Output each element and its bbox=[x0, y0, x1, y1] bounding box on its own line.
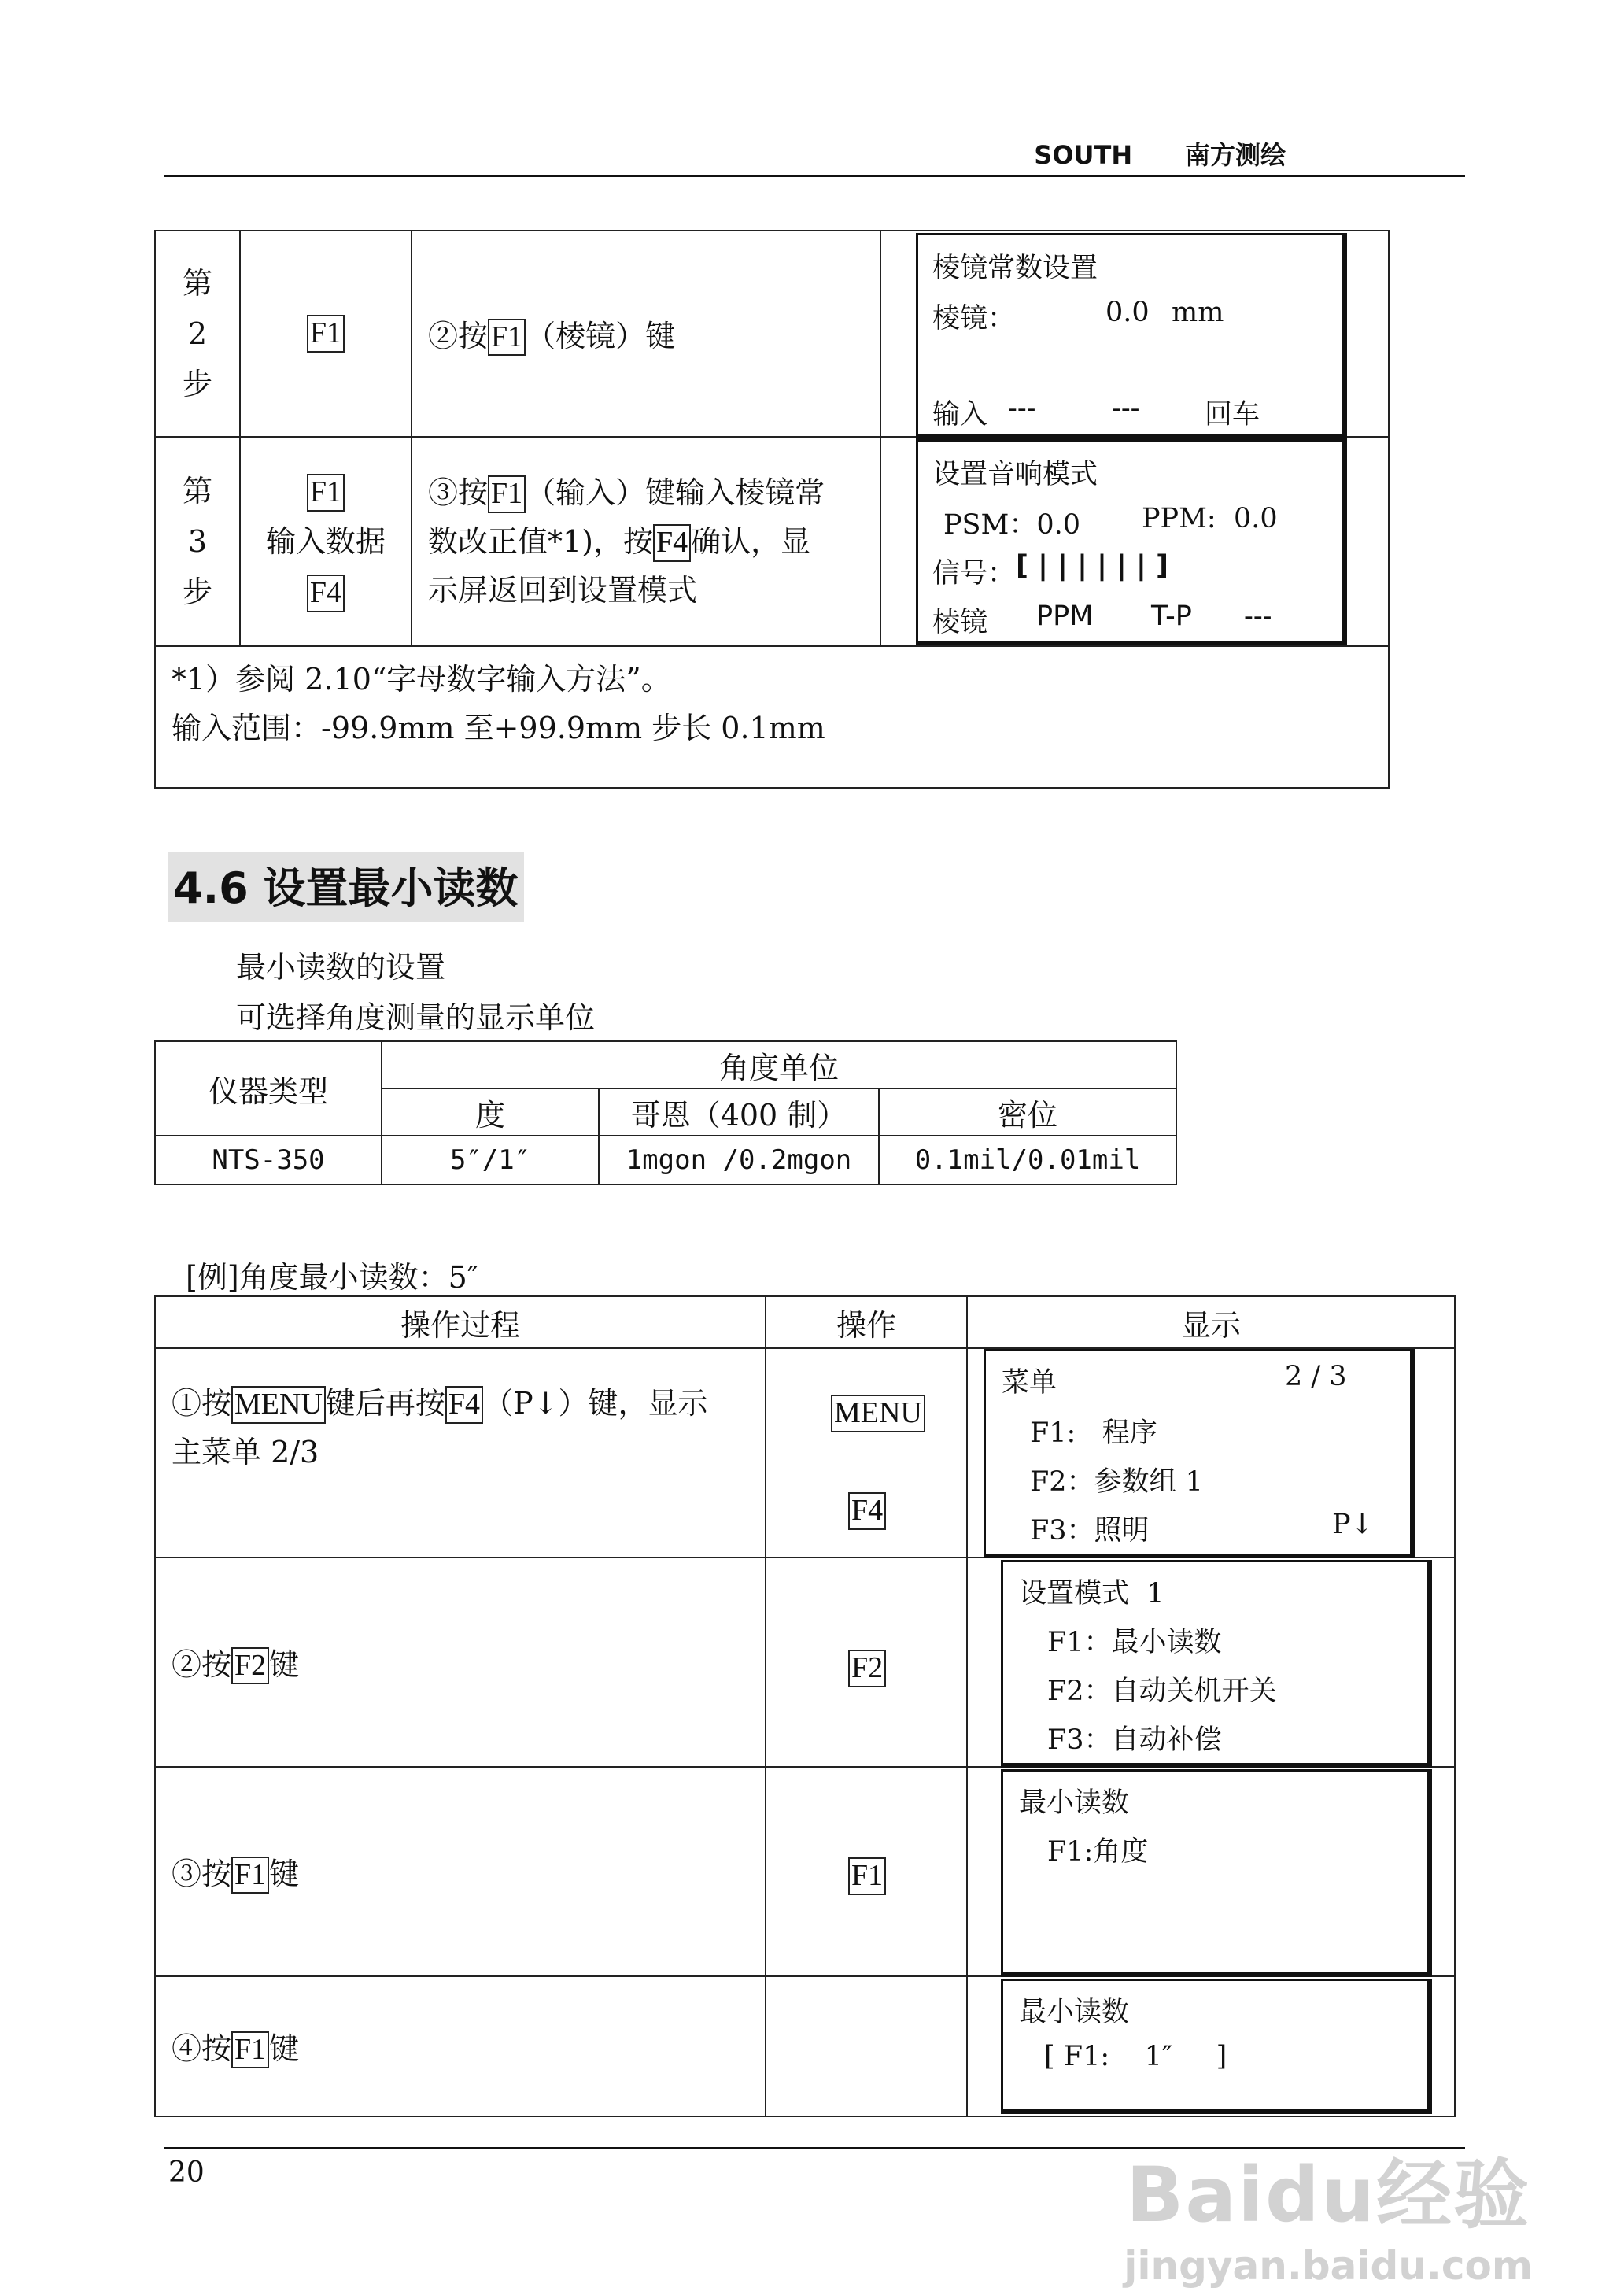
col-header-angle-unit: 角度单位 bbox=[382, 1041, 1176, 1088]
desc-text: 键 bbox=[269, 1646, 300, 1682]
step-char: 步 bbox=[182, 575, 212, 609]
watermark-logo: Baidu经验 bbox=[1126, 2151, 1531, 2239]
header-rule bbox=[164, 175, 1465, 177]
row4-display bbox=[967, 1976, 1455, 2116]
note-text: 输入范围：-99.9mm 至+99.9mm 步长 0.1mm bbox=[172, 711, 825, 745]
step-2-desc bbox=[412, 231, 880, 437]
desc-text: （P↓）键，显示 bbox=[483, 1386, 708, 1421]
table-row bbox=[155, 1136, 1176, 1184]
f1-key: F1 bbox=[488, 475, 526, 513]
f4-key: F4 bbox=[307, 575, 345, 612]
lcd-screen bbox=[1001, 1560, 1432, 1768]
top-steps-table bbox=[154, 230, 1390, 789]
table-cell: 0.1mil/0.01mil bbox=[879, 1136, 1176, 1184]
f2-key: F2 bbox=[848, 1650, 886, 1687]
lcd-screen bbox=[1001, 1769, 1432, 1977]
softkey-label: T-P bbox=[1151, 601, 1192, 632]
lcd-label: 棱镜： bbox=[932, 303, 1016, 334]
row1-desc bbox=[155, 1348, 766, 1558]
lcd-title: 最小读数 bbox=[1019, 1997, 1130, 2028]
menu-key: MENU bbox=[831, 1395, 925, 1432]
row3-display bbox=[967, 1767, 1455, 1976]
step-3-op bbox=[240, 437, 412, 646]
desc-text: 键 bbox=[269, 2031, 300, 2066]
softkey-label: --- bbox=[1112, 393, 1140, 424]
lcd-signal-label: 信号： bbox=[932, 558, 1016, 589]
lcd-page-down: P↓ bbox=[1332, 1509, 1374, 1540]
row3-op bbox=[766, 1767, 967, 1976]
row2-op bbox=[766, 1558, 967, 1767]
f2-key: F2 bbox=[231, 1647, 269, 1685]
desc-text: ②按 bbox=[428, 318, 489, 353]
table-row bbox=[155, 1348, 1455, 1558]
step-2-label bbox=[155, 231, 240, 437]
row1-display bbox=[967, 1348, 1455, 1558]
lcd-screen bbox=[916, 233, 1347, 439]
f1-key: F1 bbox=[307, 315, 345, 353]
f1-key: F1 bbox=[231, 1857, 269, 1894]
step-num: 3 bbox=[187, 524, 208, 559]
table-row bbox=[155, 231, 1389, 437]
section-paragraph: 最小读数的设置 bbox=[236, 950, 446, 985]
f1-key: F1 bbox=[488, 319, 526, 357]
lcd-menu-item: F3：照明 bbox=[1030, 1515, 1150, 1547]
page-header bbox=[1034, 135, 1286, 172]
col-header-process: 操作过程 bbox=[155, 1296, 766, 1348]
desc-text: 确认，显 bbox=[691, 524, 811, 559]
desc-text: 键后再按 bbox=[325, 1386, 445, 1421]
softkey-label: --- bbox=[1008, 393, 1036, 424]
step-num: 2 bbox=[187, 316, 208, 351]
sub-header-mil: 密位 bbox=[879, 1088, 1176, 1136]
row2-desc bbox=[155, 1558, 766, 1767]
table-row bbox=[155, 1767, 1455, 1976]
table-row bbox=[155, 646, 1389, 788]
desc-text: 主菜单 2/3 bbox=[172, 1435, 319, 1469]
col-header-instrument: 仪器类型 bbox=[155, 1041, 382, 1136]
desc-text: ③按 bbox=[172, 1856, 232, 1891]
lcd-title: 棱镜常数设置 bbox=[932, 253, 1098, 284]
step-2-op bbox=[240, 231, 412, 437]
lcd-psm: PSM：0.0 bbox=[943, 509, 1081, 541]
lcd-screen bbox=[916, 439, 1347, 645]
sub-header-degree: 度 bbox=[382, 1088, 599, 1136]
desc-text: 示屏返回到设置模式 bbox=[428, 573, 698, 608]
softkey-label: 回车 bbox=[1205, 399, 1260, 431]
baidu-watermark bbox=[1124, 2135, 1533, 2289]
col-header-display: 显示 bbox=[967, 1296, 1455, 1348]
desc-text: ④按 bbox=[172, 2031, 232, 2066]
desc-text: （输入）键输入棱镜常 bbox=[526, 475, 825, 510]
lcd-screen bbox=[984, 1349, 1415, 1558]
page-number: 20 bbox=[168, 2156, 205, 2189]
example-label: [例]角度最小读数：5″ bbox=[186, 1260, 479, 1295]
f1-key: F1 bbox=[848, 1857, 886, 1895]
lcd-value: 0.0 bbox=[1105, 297, 1150, 328]
note-text: *1）参阅 2.10“字母数字输入方法”。 bbox=[172, 662, 671, 697]
step-3-desc bbox=[412, 437, 880, 646]
table-cell: NTS-350 bbox=[155, 1136, 382, 1184]
softkey-label: --- bbox=[1244, 601, 1272, 632]
softkey-label: 输入 bbox=[932, 399, 988, 431]
lcd-menu-item: [ F1: 1″ ] bbox=[1044, 2041, 1227, 2072]
step-2-display bbox=[880, 231, 1389, 437]
step-char: 第 bbox=[182, 266, 212, 301]
table-cell: 1mgon /0.2mgon bbox=[599, 1136, 879, 1184]
lcd-ppm: PPM: 0.0 bbox=[1142, 503, 1278, 534]
softkey-label: PPM bbox=[1036, 601, 1094, 632]
desc-text: ②按 bbox=[172, 1646, 232, 1682]
sub-header-gon: 哥恩（400 制） bbox=[599, 1088, 879, 1136]
row1-op bbox=[766, 1348, 967, 1558]
op-text: 输入数据 bbox=[265, 524, 386, 559]
lcd-menu-item: F3：自动补偿 bbox=[1047, 1724, 1222, 1756]
f4-key: F4 bbox=[653, 524, 691, 562]
table-header-row bbox=[155, 1041, 1176, 1088]
desc-text: ③按 bbox=[428, 475, 489, 510]
operation-table bbox=[154, 1295, 1456, 2117]
table-cell: 5″/1″ bbox=[382, 1136, 599, 1184]
table-row bbox=[155, 1976, 1455, 2116]
lcd-title: 菜单 bbox=[1002, 1367, 1057, 1399]
signal-bars: [ | | | | | | ] bbox=[1016, 550, 1168, 582]
row3-desc bbox=[155, 1767, 766, 1976]
step-char: 第 bbox=[182, 474, 212, 508]
lcd-unit: mm bbox=[1172, 297, 1224, 328]
lcd-title: 设置模式 1 bbox=[1019, 1578, 1164, 1609]
lcd-menu-item: F1：最小读数 bbox=[1047, 1627, 1222, 1658]
lcd-menu-item: F1:角度 bbox=[1047, 1836, 1149, 1868]
f4-key: F4 bbox=[445, 1386, 483, 1424]
softkey-label: 棱镜 bbox=[932, 607, 988, 638]
lcd-title: 设置音响模式 bbox=[932, 459, 1098, 490]
desc-text: （棱镜）键 bbox=[526, 318, 676, 353]
lcd-screen bbox=[1001, 1979, 1432, 2114]
menu-key: MENU bbox=[231, 1386, 326, 1424]
row4-op bbox=[766, 1976, 967, 2116]
row2-display bbox=[967, 1558, 1455, 1767]
row4-desc bbox=[155, 1976, 766, 2116]
table-header-row bbox=[155, 1296, 1455, 1348]
lcd-menu-item: F1: 程序 bbox=[1030, 1417, 1157, 1449]
lcd-menu-item: F2：自动关机开关 bbox=[1047, 1676, 1277, 1707]
section-paragraph: 可选择角度测量的显示单位 bbox=[236, 1000, 596, 1035]
header-brand: SOUTH bbox=[1034, 140, 1133, 170]
desc-text: 键 bbox=[269, 1856, 300, 1891]
desc-text: ①按 bbox=[172, 1386, 232, 1421]
notes-cell bbox=[155, 646, 1389, 788]
desc-text: 数改正值*1)，按 bbox=[428, 524, 654, 559]
angle-unit-table bbox=[154, 1040, 1177, 1185]
step-char: 步 bbox=[182, 367, 212, 401]
f1-key: F1 bbox=[307, 474, 345, 512]
lcd-title: 最小读数 bbox=[1019, 1787, 1130, 1819]
f1-key: F1 bbox=[231, 2031, 269, 2069]
table-row bbox=[155, 437, 1389, 646]
step-3-label bbox=[155, 437, 240, 646]
col-header-operation: 操作 bbox=[766, 1296, 967, 1348]
f4-key: F4 bbox=[848, 1492, 886, 1530]
section-title: 4.6 设置最小读数 bbox=[168, 852, 524, 922]
step-3-display bbox=[880, 437, 1389, 646]
watermark-url: jingyan.baidu.com bbox=[1124, 2243, 1533, 2289]
lcd-page: 2 / 3 bbox=[1285, 1361, 1347, 1392]
lcd-menu-item: F2：参数组 1 bbox=[1030, 1466, 1203, 1498]
table-row bbox=[155, 1558, 1455, 1767]
header-company: 南方测绘 bbox=[1184, 140, 1286, 170]
